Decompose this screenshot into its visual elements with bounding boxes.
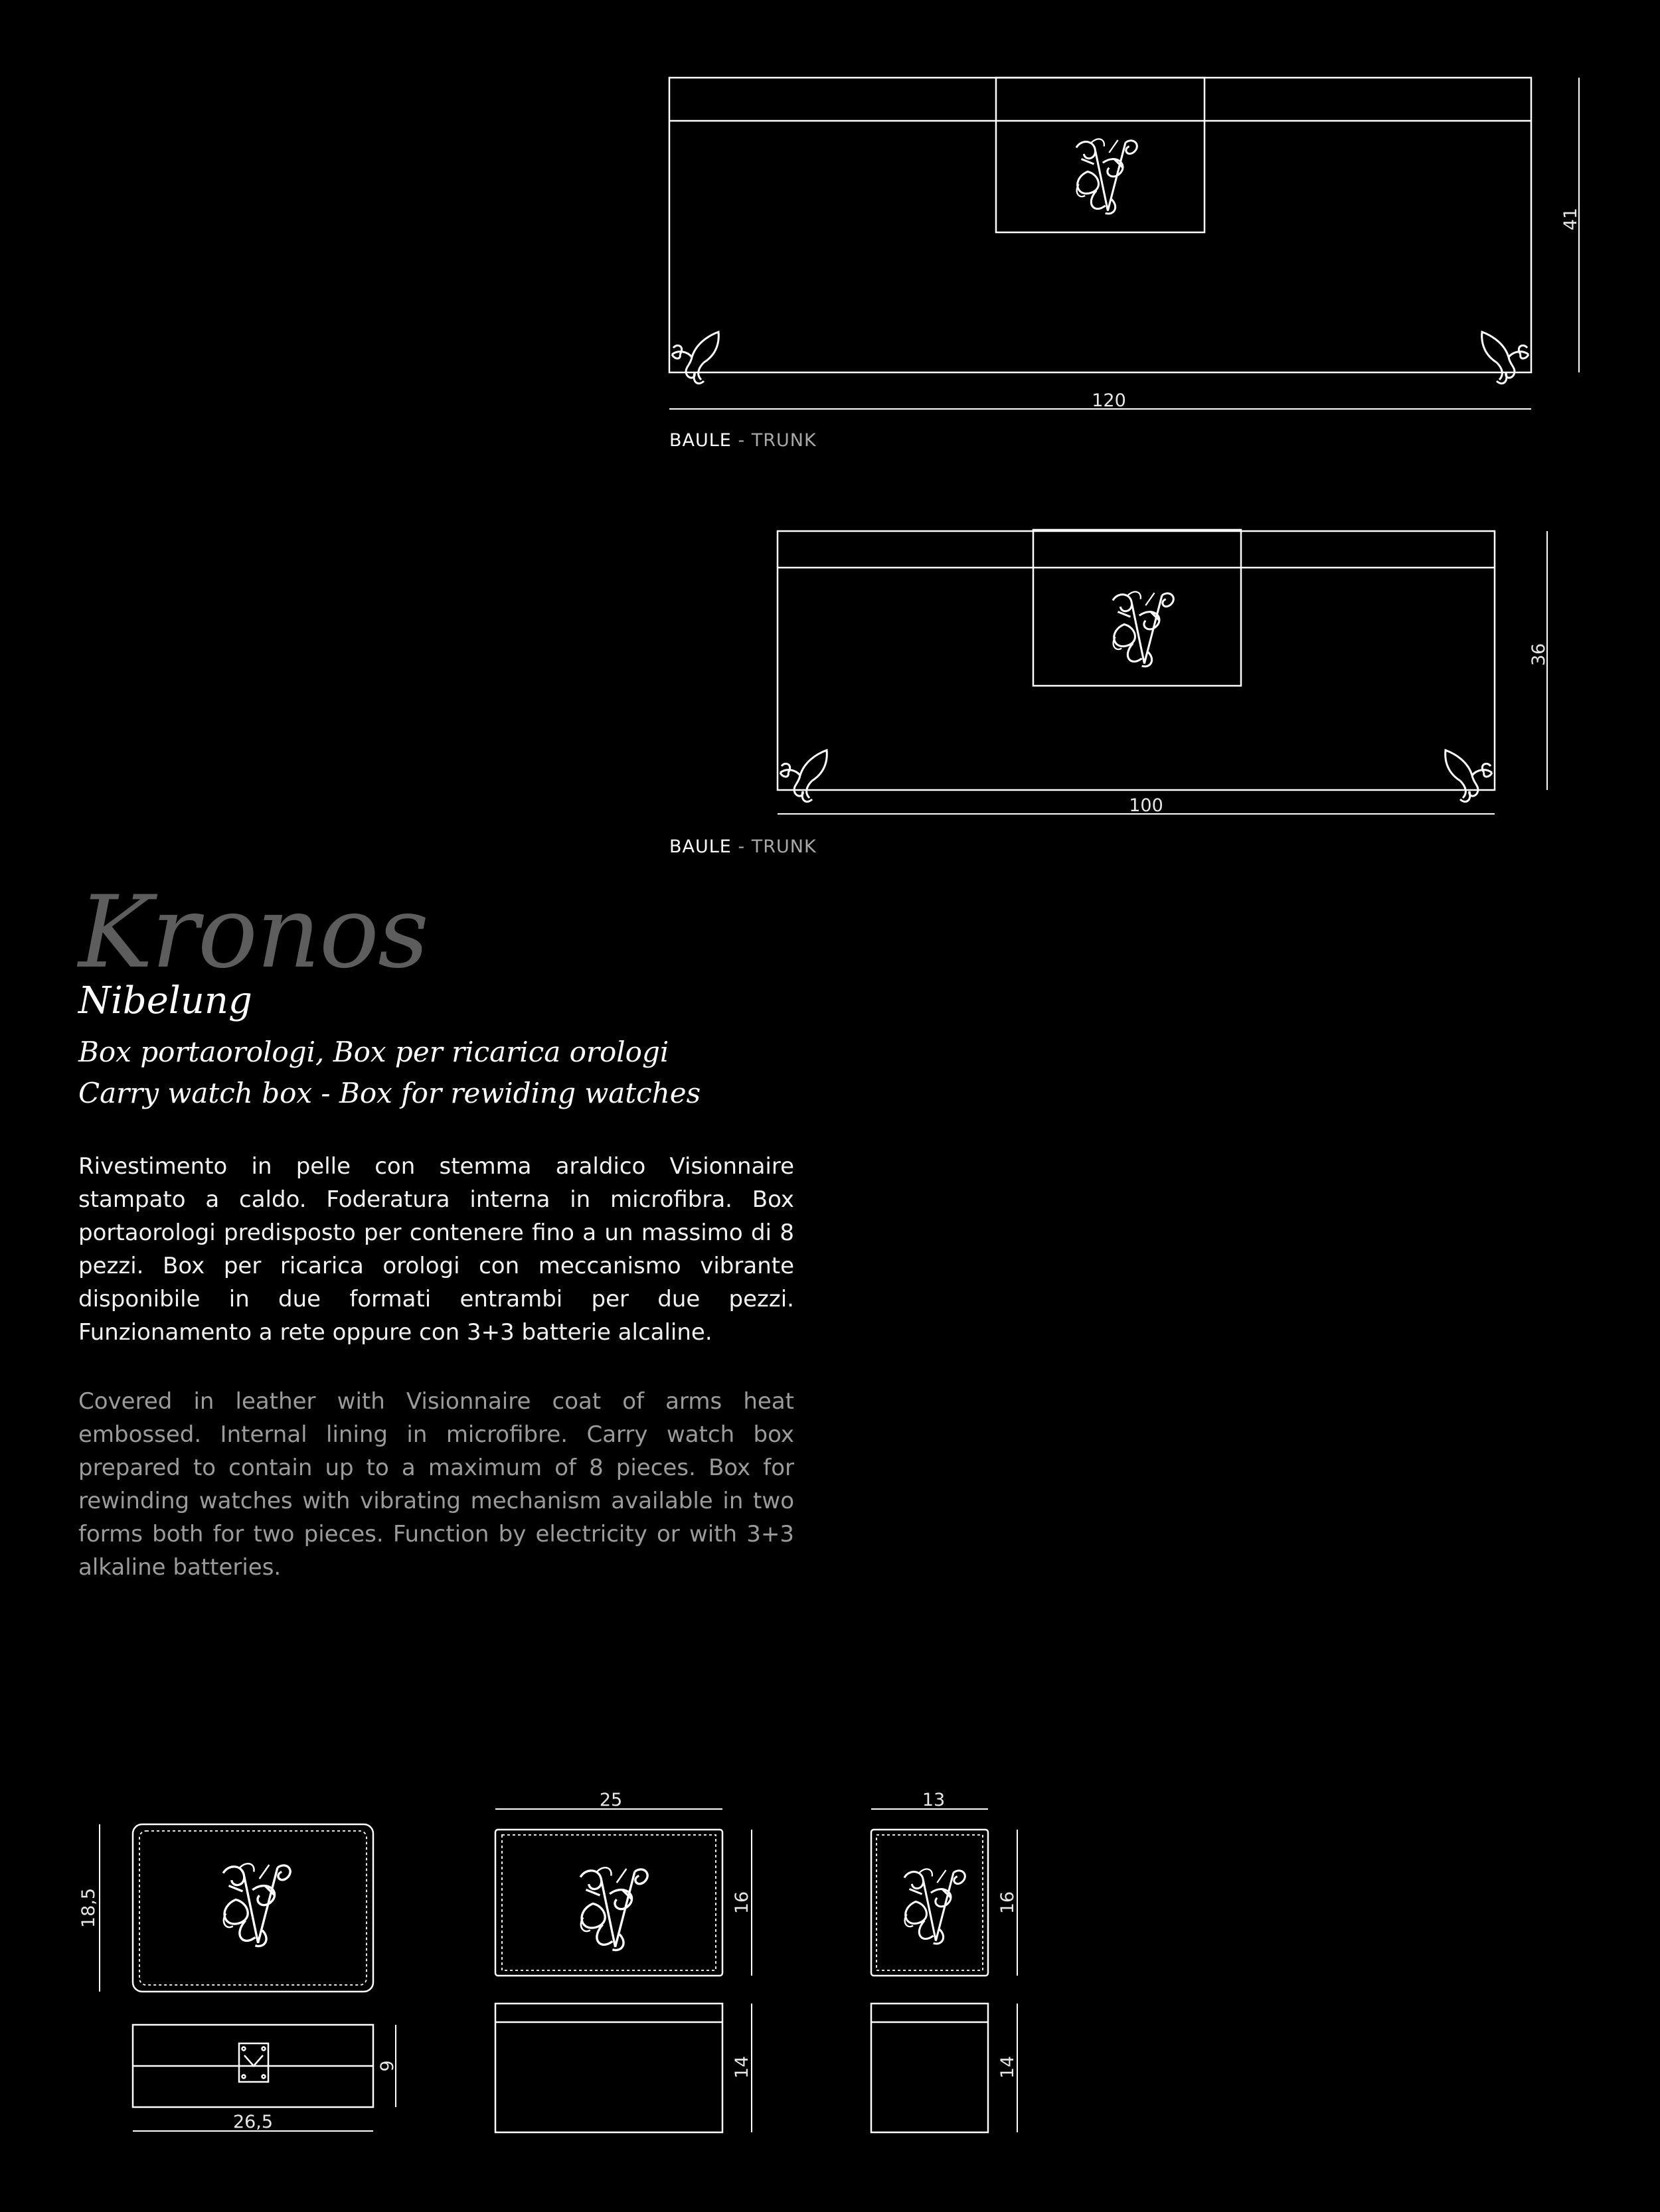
monogram-icon bbox=[904, 1869, 965, 1943]
caption-it: BAULE bbox=[669, 836, 732, 857]
product-type-it: Box portaorologi, Box per ricarica orologi bbox=[78, 1036, 669, 1068]
trunk-large-drawing bbox=[669, 78, 1579, 409]
watch-box-width-dim: 26,5 bbox=[232, 2112, 274, 2132]
monogram-icon bbox=[1076, 139, 1137, 213]
corner-ornament-icon bbox=[1446, 750, 1492, 802]
corner-ornament-icon bbox=[672, 332, 718, 384]
trunk-large-height-dim: 41 bbox=[1560, 207, 1581, 231]
monogram-icon bbox=[1113, 592, 1173, 666]
watch-box-height-dim: 9 bbox=[377, 2060, 398, 2072]
brand-title: Kronos bbox=[78, 875, 428, 990]
winder-large-width-dim: 25 bbox=[599, 1790, 623, 1810]
winder-small-depth-dim: 16 bbox=[997, 1891, 1018, 1915]
monogram-icon bbox=[580, 1867, 647, 1950]
trunk-small-drawing bbox=[778, 530, 1547, 814]
winder-large-depth-dim: 16 bbox=[732, 1891, 752, 1915]
trunk-large-caption bbox=[669, 430, 817, 451]
caption-sep: - bbox=[731, 430, 752, 451]
watch-box-drawing bbox=[100, 1824, 396, 2131]
corner-ornament-icon bbox=[780, 750, 827, 802]
monogram-icon bbox=[223, 1863, 290, 1946]
description-en: Covered in leather with Visionnaire coat of arms heat embossed. Internal lining in microfibre. Carry watch box prepared to contain up to a maximum of 8 pieces. Box for rewinding watches with vibrating mechanism available in two forms both for two pieces. Function by electricity or with 3+3 alkaline batteries. bbox=[78, 1388, 794, 1581]
winder-small-height-dim: 14 bbox=[997, 2055, 1018, 2079]
caption-sep: - bbox=[731, 836, 752, 857]
winder-small-drawing bbox=[871, 1809, 1017, 2132]
product-type-en: Carry watch box - Box for rewiding watches bbox=[78, 1077, 701, 1109]
caption-it: BAULE bbox=[669, 430, 732, 451]
winder-large-height-dim: 14 bbox=[732, 2055, 752, 2079]
caption-en: TRUNK bbox=[751, 430, 817, 451]
corner-ornament-icon bbox=[1482, 332, 1529, 384]
trunk-large-width-dim: 120 bbox=[1092, 390, 1126, 411]
description-it: Rivestimento in pelle con stemma araldico Visionnaire stampato a caldo. Foderatura interna in microfibra. Box portaorologi predisposto per contenere fino a un massimo di 8 pezzi. Box per ricarica orologi con meccanismo vibrante disponibile in due formati entrambi per due pezzi. Funzionamento a rete oppure con 3+3 batterie alcaline. bbox=[78, 1153, 794, 1346]
winder-small-width-dim: 13 bbox=[922, 1790, 946, 1810]
trunk-small-caption bbox=[669, 836, 817, 857]
winder-large-drawing bbox=[495, 1809, 752, 2132]
caption-en: TRUNK bbox=[751, 836, 817, 857]
trunk-small-width-dim: 100 bbox=[1129, 795, 1163, 816]
product-name: Nibelung bbox=[78, 979, 252, 1022]
watch-box-depth-dim: 18,5 bbox=[78, 1887, 99, 1929]
trunk-small-height-dim: 36 bbox=[1529, 643, 1549, 667]
